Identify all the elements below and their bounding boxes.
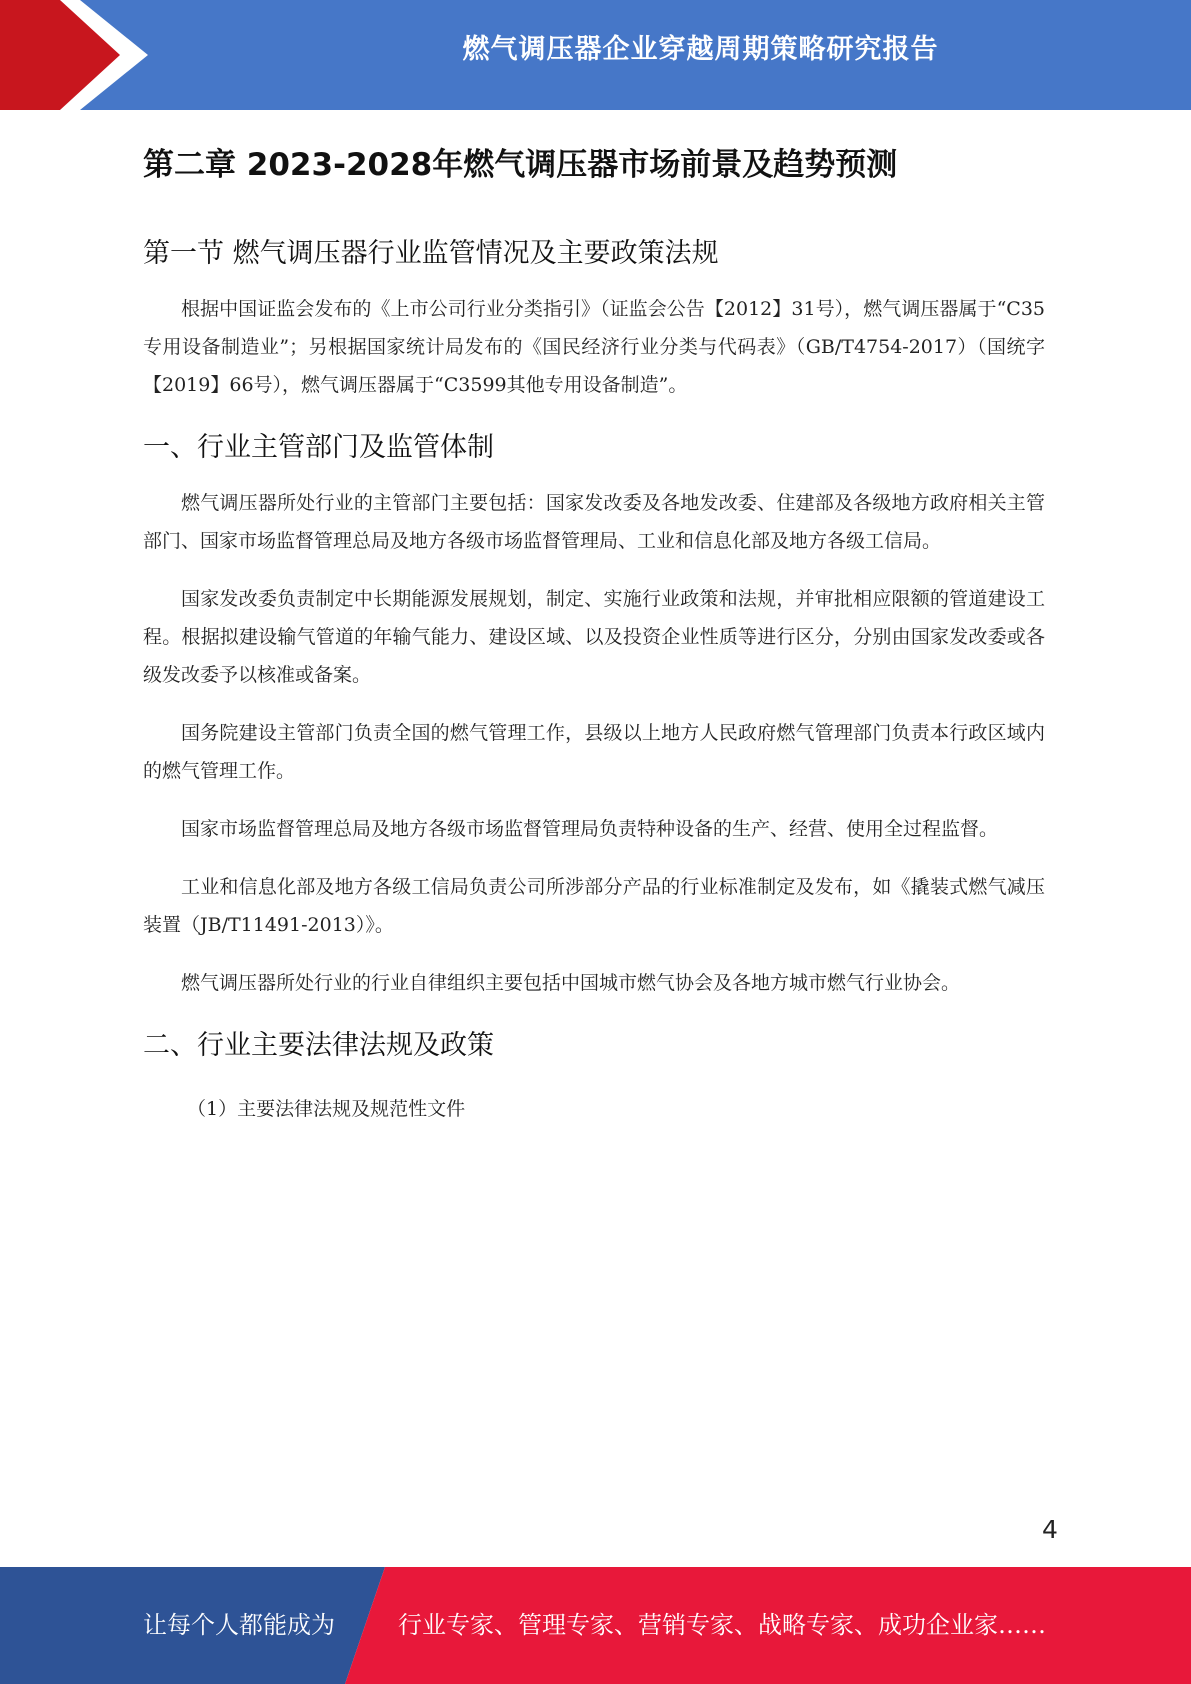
- footer-slogan-left: 让每个人都能成为: [143, 1611, 335, 1639]
- footer-slogan-right: 行业专家、管理专家、营销专家、战略专家、成功企业家……: [398, 1611, 1046, 1639]
- paragraph: 燃气调压器所处行业的行业自律组织主要包括中国城市燃气协会及各地方城市燃气行业协会。: [181, 972, 961, 994]
- subsection-title-regulatory: 一、行业主管部门及监管体制: [143, 432, 494, 463]
- subsection-title-laws: 二、行业主要法律法规及政策: [143, 1030, 494, 1061]
- paragraph: 国家市场监督管理总局及地方各级市场监督管理局负责特种设备的生产、经营、使用全过程监督。: [181, 818, 999, 840]
- document-body: [143, 110, 1045, 1128]
- paragraph: 国务院建设主管部门负责全国的燃气管理工作，县级以上地方人民政府燃气管理部门负责本行政区域内的燃气管理工作。: [143, 722, 1045, 782]
- report-title: 燃气调压器企业穿越周期策略研究报告: [462, 34, 939, 65]
- paragraph: 工业和信息化部及地方各级工信局负责公司所涉部分产品的行业标准制定及发布，如《撬装式燃气减压装置（JB/T11491-2013）》。: [143, 876, 1045, 936]
- intro-paragraph: 根据中国证监会发布的《上市公司行业分类指引》（证监会公告【2012】31号），燃气调压器属于“C35专用设备制造业”；另根据国家统计局发布的《国民经济行业分类与代码表》（GB/T4754-2017）（国统字【2019】66号），燃气调压器属于“C3599其他专用设备制造”。: [143, 298, 1045, 396]
- footer-band: [0, 1567, 1191, 1684]
- paragraph: 国家发改委负责制定中长期能源发展规划，制定、实施行业政策和法规，并审批相应限额的管道建设工程。根据拟建设输气管道的年输气能力、建设区域、以及投资企业性质等进行区分，分别由国家发改委或各级发改委予以核准或备案。: [143, 588, 1045, 686]
- report-header-band: [0, 0, 1191, 110]
- chapter-title: 第二章 2023-2028年燃气调压器市场前景及趋势预测: [143, 147, 898, 183]
- paragraph: 燃气调压器所处行业的主管部门主要包括：国家发改委及各地发改委、住建部及各级地方政府相关主管部门、国家市场监督管理总局及地方各级市场监督管理局、工业和信息化部及地方各级工信局。: [143, 492, 1045, 552]
- page-number: 4: [1042, 1515, 1058, 1544]
- section-title: 第一节 燃气调压器行业监管情况及主要政策法规: [143, 238, 719, 269]
- list-item: （1）主要法律法规及规范性文件: [187, 1098, 466, 1120]
